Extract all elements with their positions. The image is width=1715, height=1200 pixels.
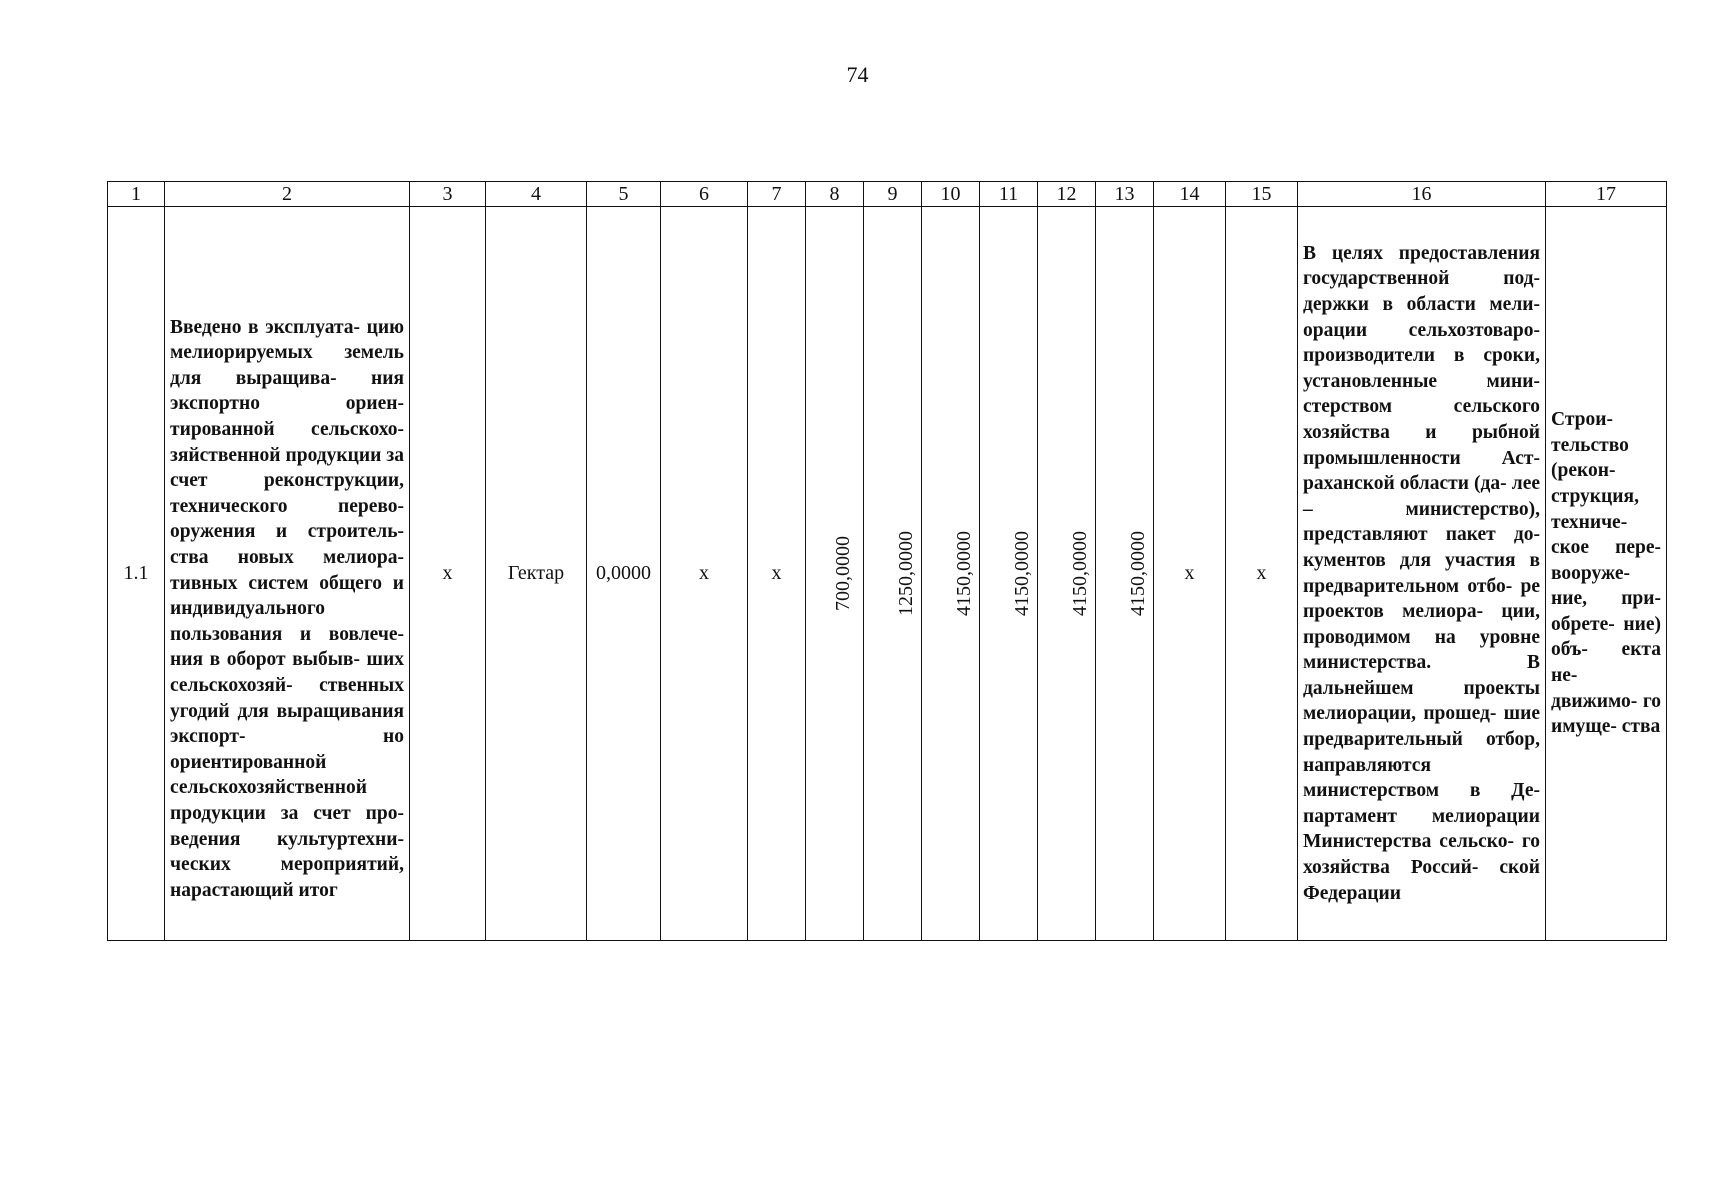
header-cell: 8 [806,182,864,207]
action-type-text: Строи- тельство (рекон- струкция, техниче- ское пере- вооруже- ние, при- обрете- ние) объ- екта не- движимо- го имуще- ства [1551,409,1661,738]
indicator-table [107,181,1667,941]
value-col8: 700,0000 [832,536,854,611]
indicator-description-cell [165,207,410,941]
header-cell: 17 [1546,182,1667,207]
row-number: 1.1 [108,207,165,941]
header-cell: 7 [748,182,806,207]
cell-col15: x [1226,207,1298,941]
value-cell-col11 [980,207,1038,941]
value-cell-col9 [864,207,922,941]
indicator-description: Введено в эксплуата- цию мелиорируемых земель для выращива- ния экспортно ориен- тированной сельскохо- зяйственной продукции за счет реконструкции, технического перево- оружения и строитель- ства новых мелиора- тивных систем общего и индивидуального пользования и вовлече- ния в оборот выбыв- ших сельскохозяй- ственных угодий для выращивания экспорт- но ориентированной сельскохозяйственной продукции за счет про- ведения культуртехни- ческих мероприятий, нарастающий итог [170,316,404,901]
unit-cell: Гектар [486,207,587,941]
mechanism-cell [1298,207,1546,941]
cell-col6: x [661,207,748,941]
cell-col14: x [1154,207,1226,941]
value-col10: 4150,0000 [953,531,975,616]
header-cell: 16 [1298,182,1546,207]
value-col11: 4150,0000 [1011,531,1033,616]
header-cell: 14 [1154,182,1226,207]
value-cell-col12 [1038,207,1096,941]
header-cell: 13 [1096,182,1154,207]
value-cell-col8 [806,207,864,941]
value-col13: 4150,0000 [1127,531,1149,616]
header-cell: 5 [587,182,661,207]
header-cell: 15 [1226,182,1298,207]
header-cell: 3 [410,182,486,207]
header-cell: 10 [922,182,980,207]
value-cell-col10 [922,207,980,941]
header-cell: 12 [1038,182,1096,207]
header-cell: 1 [108,182,165,207]
value-col12: 4150,0000 [1069,531,1091,616]
action-type-cell [1546,207,1667,941]
header-cell: 11 [980,182,1038,207]
header-cell: 6 [661,182,748,207]
header-cell: 9 [864,182,922,207]
base-value-cell: 0,0000 [587,207,661,941]
value-cell-col13 [1096,207,1154,941]
page-number: 74 [846,62,869,87]
table-row [108,207,1667,941]
value-col9: 1250,0000 [895,531,917,616]
mechanism-text: В целях предоставления государственной под- держки в области мели- орации сельхозтоваро- производители в сроки, установленные мини- стерством сельского хозяйства и рыбной промышленности Аст- раханской области (да- лее – министерство), представляют пакет до- кументов для участия в предварительном отбо- ре проектов мелиора- ции, проводимом на уровне министерства. В дальнейшем проекты мелиорации, прошед- шие предварительный отбор, направляются министерством в Де- партамент мелиорации Министерства сельско- го хозяйства Россий- ской Федерации [1303,242,1540,904]
cell-col3: x [410,207,486,941]
header-cell: 2 [165,182,410,207]
header-row [108,182,1667,207]
cell-col7: x [748,207,806,941]
header-cell: 4 [486,182,587,207]
